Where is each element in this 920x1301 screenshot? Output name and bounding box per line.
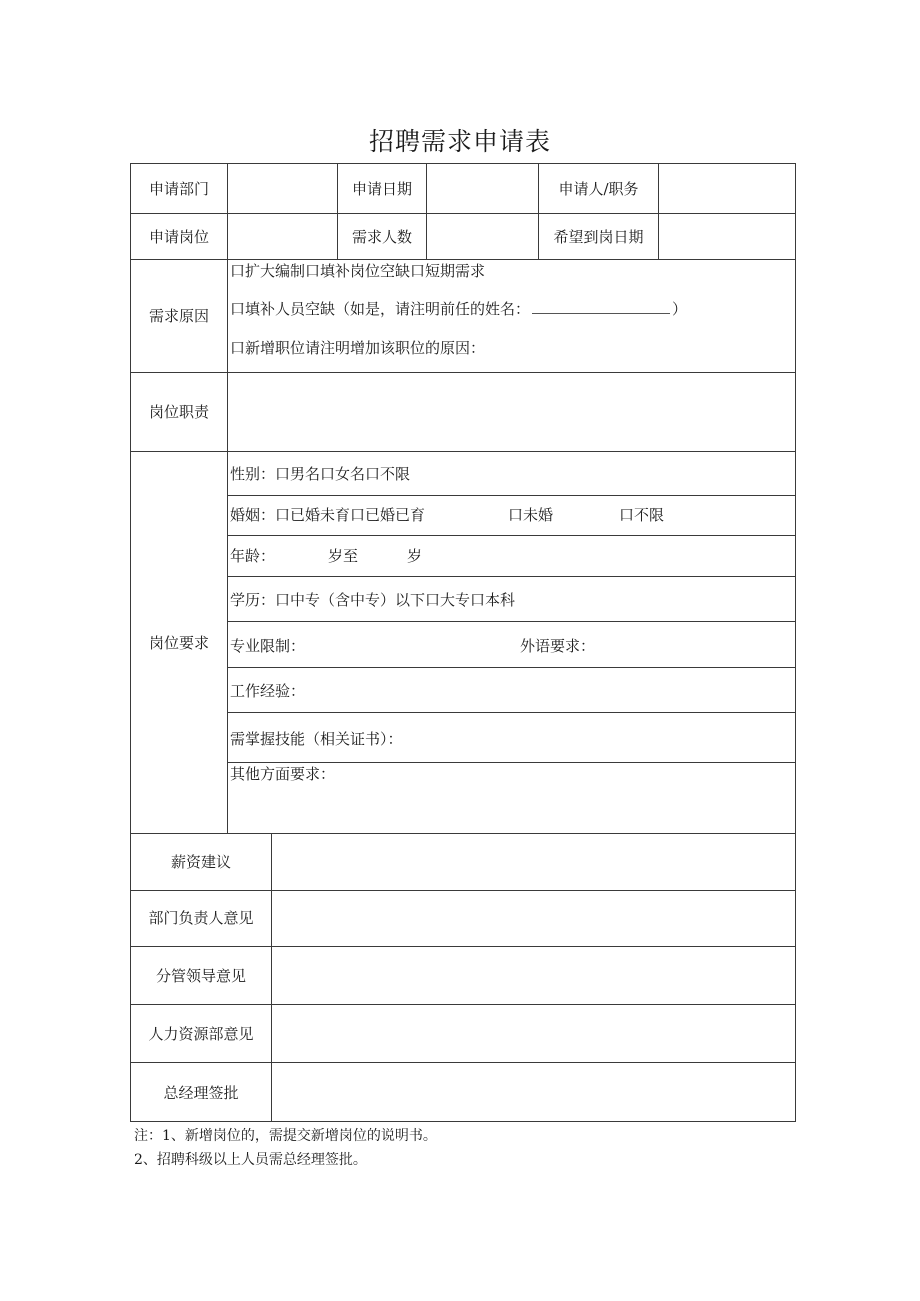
dept-head-field[interactable]	[272, 891, 795, 946]
gm-label: 总经理签批	[163, 1084, 239, 1102]
major-label: 专业限制：	[230, 637, 306, 655]
dept-field[interactable]	[228, 164, 337, 213]
row-divider	[227, 762, 796, 763]
age-to-label: 岁至	[328, 547, 359, 565]
row-divider	[227, 712, 796, 713]
applicant-field[interactable]	[659, 164, 795, 213]
requirements-label: 岗位要求	[148, 634, 209, 652]
gm-signature-field[interactable]	[272, 1063, 795, 1121]
page-title: 招聘需求申请表	[368, 127, 551, 156]
reason-line2-text: 口填补人员空缺（如是，请注明前任的姓名：	[230, 300, 531, 318]
marriage-any-option[interactable]: 口不限	[619, 506, 665, 524]
other-requirements-label: 其他方面要求：	[230, 765, 336, 783]
reason-option-line1[interactable]: 口扩大编制口填补岗位空缺口短期需求	[230, 262, 486, 280]
education-options[interactable]: 学历：口中专（含中专）以下口大专口本科	[230, 591, 516, 609]
row-divider	[227, 576, 796, 577]
gender-options[interactable]: 性别：口男名口女名口不限	[230, 465, 411, 483]
count-label: 需求人数	[351, 228, 412, 246]
reason-option-line3[interactable]: 口新增职位请注明增加该职位的原因：	[230, 339, 486, 357]
row-divider	[227, 535, 796, 536]
age-label: 年龄：	[230, 547, 276, 565]
reason-option-line2[interactable]	[230, 300, 687, 318]
duty-label: 岗位职责	[148, 403, 209, 421]
leader-label: 分管领导意见	[155, 967, 246, 985]
hr-label: 人力资源部意见	[148, 1025, 254, 1043]
reason-line2-close: ）	[672, 300, 688, 318]
count-field[interactable]	[427, 214, 538, 259]
column-divider	[227, 163, 228, 834]
row-divider	[130, 259, 796, 260]
note-1: 注：1、新增岗位的，需提交新增岗位的说明书。	[134, 1128, 437, 1144]
marriage-unmarried-option[interactable]: 口未婚	[508, 506, 554, 524]
hr-field[interactable]	[272, 1005, 795, 1062]
applicant-label: 申请人/职务	[558, 180, 639, 198]
date-label: 申请日期	[351, 180, 412, 198]
salary-field[interactable]	[272, 834, 795, 890]
dept-head-label: 部门负责人意见	[148, 909, 254, 927]
predecessor-name-field[interactable]	[532, 301, 670, 314]
row-divider	[130, 451, 796, 452]
skills-label: 需掌握技能（相关证书）：	[230, 730, 403, 748]
age-unit-label: 岁	[407, 547, 423, 565]
position-label: 申请岗位	[148, 228, 209, 246]
dept-label: 申请部门	[148, 180, 209, 198]
experience-label: 工作经验：	[230, 682, 306, 700]
table-border-right	[795, 163, 796, 1122]
leader-field[interactable]	[272, 947, 795, 1004]
reason-label: 需求原因	[148, 307, 209, 325]
duty-field[interactable]	[228, 373, 795, 451]
arrival-label: 希望到岗日期	[553, 228, 644, 246]
marriage-options[interactable]: 婚姻：口已婚未育口已婚已育	[230, 506, 426, 524]
salary-label: 薪资建议	[170, 853, 231, 871]
arrival-field[interactable]	[659, 214, 795, 259]
row-divider	[227, 667, 796, 668]
date-field[interactable]	[427, 164, 538, 213]
position-field[interactable]	[228, 214, 337, 259]
table-border-bottom	[130, 1121, 796, 1122]
language-label: 外语要求：	[520, 637, 596, 655]
note-2: 2、招聘科级以上人员需总经理签批。	[134, 1152, 367, 1168]
row-divider	[227, 621, 796, 622]
row-divider	[227, 495, 796, 496]
